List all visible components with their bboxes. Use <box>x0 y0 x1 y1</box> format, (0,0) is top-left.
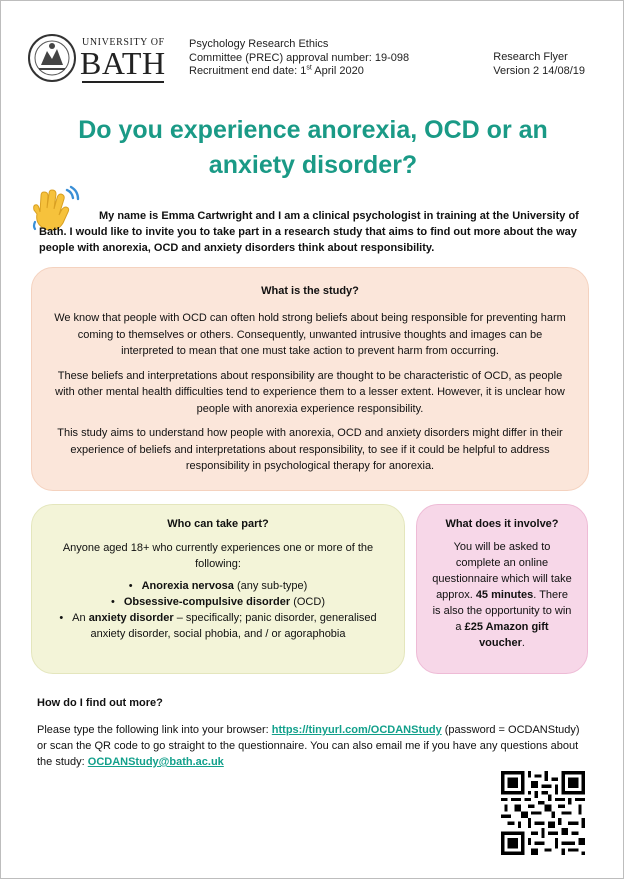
ethics-line-1: Psychology Research Ethics <box>189 38 329 50</box>
study-paragraph-1: We know that people with OCD can often hold strong beliefs about being responsible for preventing harm coming to themselves or others. Consequently, unwanted intrusive thoughts and images can be interpreted to mean that one must take action to prevent harm from occurring. <box>54 312 566 357</box>
study-paragraph-3: This study aims to understand how people with anorexia, OCD and anxiety disorders might differ in their experience of beliefs and interpretations about responsibility, to see if it could be helpful to address responsibility in psychological therapy for anorexia. <box>57 427 563 472</box>
who-can-take-part-box <box>31 504 405 674</box>
who-heading: Who can take part? <box>167 518 269 530</box>
involve-text <box>431 539 573 651</box>
ethics-info <box>189 38 409 79</box>
find-out-more-heading: How do I find out more? <box>37 697 163 709</box>
criteria-anxiety-bold: anxiety disorder <box>88 612 174 624</box>
recruitment-date-prefix: Recruitment end date: 1 <box>189 65 307 77</box>
what-is-study-box <box>31 267 589 491</box>
study-paragraph-2: These beliefs and interpretations about responsibility are thought to be characteristic of OCD, as people with other mental health difficulties tend to experience them to a lesser extent. However, it is unclear how people with anorexia experience responsibility. <box>55 369 565 415</box>
criteria-ocd-bold: Obsessive-compulsive disorder <box>123 596 291 608</box>
qr-code-icon[interactable] <box>501 771 585 855</box>
logo-university-of: UNIVERSITY OF <box>82 37 165 48</box>
more-text-2: (password = OCDANStudy) or scan the QR code to go straight to the questionnaire. You can also email me if you have any questions about the study: <box>37 724 580 768</box>
who-intro: Anyone aged 18+ who currently experiences one or more of the following: <box>62 542 374 570</box>
involve-duration: 45 minutes <box>475 589 534 601</box>
study-link[interactable]: https://tinyurl.com/OCDANStudy <box>271 724 442 736</box>
involve-voucher: £25 Amazon gift voucher <box>464 621 549 649</box>
crest-icon <box>27 33 77 83</box>
logo-underline <box>82 81 164 83</box>
recruitment-date-sup: st <box>306 64 312 72</box>
what-is-study-heading: What is the study? <box>261 285 359 297</box>
email-link[interactable]: OCDANStudy@bath.ac.uk <box>87 756 224 768</box>
criteria-item-anorexia <box>50 578 386 594</box>
logo-bath: BATH <box>80 45 166 81</box>
find-out-more-section <box>37 695 589 770</box>
flyer-version <box>493 51 585 78</box>
page-title: Do you experience anorexia, OCD or an anxiety disorder? <box>78 116 548 179</box>
what-does-it-involve-box <box>416 504 588 674</box>
involve-text-2: . There is also the opportunity to win a <box>432 589 572 633</box>
version-label: Version 2 14/08/19 <box>493 64 585 77</box>
ethics-line-2: Committee (PREC) approval number: 19-098 <box>189 51 410 64</box>
intro-text <box>39 208 587 256</box>
involve-text-1: You will be asked to complete an online questionnaire which will take approx. <box>432 541 572 601</box>
criteria-anxiety-rest: – specifically; panic disorder, generalised anxiety disorder, social phobia, and / or agoraphobia <box>90 612 377 640</box>
involve-text-3: . <box>521 637 525 649</box>
find-out-more-text <box>37 722 589 770</box>
flyer-label: Research Flyer <box>493 51 568 63</box>
criteria-list <box>50 578 386 642</box>
criteria-anorexia-rest: (any sub-type) <box>233 580 308 592</box>
university-logo <box>27 33 165 85</box>
more-text-1: Please type the following link into your browser: <box>37 724 272 736</box>
recruitment-date <box>189 65 409 79</box>
involve-heading: What does it involve? <box>445 518 559 530</box>
criteria-anorexia-bold: Anorexia nervosa <box>141 580 234 592</box>
criteria-ocd-rest: (OCD) <box>290 596 325 608</box>
criteria-item-ocd <box>50 594 386 610</box>
intro-rest: Bath. I would like to invite you to take part in a research study that aims to find out more about the way people with anorexia, OCD and anxiety disorders think about responsibility. <box>39 226 577 254</box>
recruitment-date-suffix: April 2020 <box>311 65 364 77</box>
criteria-anxiety-pre: An <box>72 612 89 624</box>
criteria-item-anxiety <box>50 610 386 642</box>
intro-first-line: My name is Emma Cartwright and I am a clinical psychologist in training at the University of <box>99 210 579 222</box>
